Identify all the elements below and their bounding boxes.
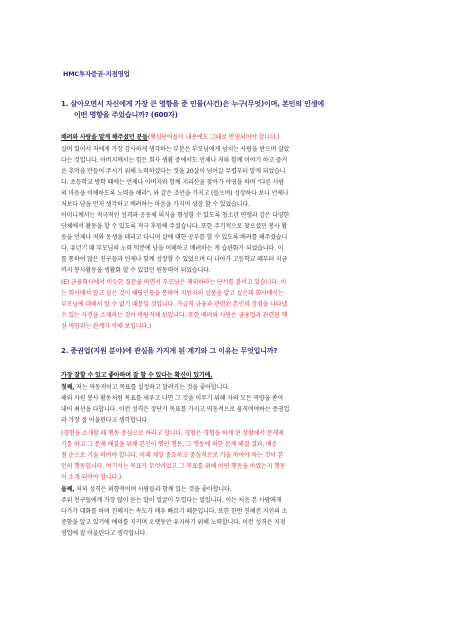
editor-note-line: 점 순으로 기술 하여야 합니다. 이때 제일 중요하고 중심적으로 기술 하여야 하는 것이 본: [61, 452, 284, 459]
body-line: 다. 유년기 때 부모님의 노력 덕분에 남을 이해하고 배려하는 게 습관화가 되었습니다. 이: [61, 245, 284, 252]
editor-note-line: 수 있는 사건을 소재하는 것이 바람직해 보입니다. 또한 배려와 사랑은 금융업과 관련된 핵: [61, 312, 288, 319]
body-line: 중함을 알고 있기에 예의를 지키며 오랫동안 유지하기 위해 노력합니다. 이런 성격은 지점: [61, 519, 286, 526]
question-2: 2. 증권업(지원 분야)에 관심을 가지게 된 계기와 그 이유는 무엇입니까?: [61, 347, 278, 355]
editor-note-line: 심 역량과는 관계가 약해 보입니다.): [61, 323, 152, 330]
editor-note-line: 이 소개 되어야 합니다.): [61, 474, 122, 481]
body-line: 의 마음을 이해하도록 노력을 해라", 와 같은 조언을 가지고 (들으며) 성장하다 보니 언제나: [61, 190, 289, 197]
editor-note-line: 기를 하고 그 문제 해결을 위해 본인이 했던 행동, 그 행동에 의한 문제 해결 결과, 배운: [61, 441, 278, 448]
editor-note-line: 인의 행동입니다. 여기서는 목표가 무엇이었고 그 목표를 위해 어떤 행동을 하였는지 행동: [61, 463, 286, 470]
company-title: HMC투자증권-지점영업: [63, 70, 130, 78]
body-line: 어머니께서는 적극적인 성격과 공동체 의식을 형성할 수 있도록 청소년 연맹과 같은 다양한: [61, 212, 290, 219]
body-line: 다는 것입니다. 아버지께서는 힘든 회사 생활 중에서도 언제나 저와 함께 이야기 하고 즐거: [61, 157, 288, 164]
body-line: 저보다 남을 먼저 생각하고 배려하는 마음을 가지며 성장 할 수 있었습니다.: [61, 201, 250, 208]
editor-note-line: (경험을 소개할 때 행동 중심으로 하라고 합니다. 경험은 경험을 하게 된 상황에서 문제제: [61, 430, 284, 437]
editor-note-line: 는 회사에서 알고 싶은 것이 해당인물을 통하여 지원자의 성품을 알고 싶은데 회사에서는: [61, 290, 284, 297]
body-line: [61, 384, 230, 392]
line-text: 저의 성격은 외향적이며 사람들과 함께 있는 것을 좋아합니다.: [74, 486, 232, 493]
body-line: 해외 자원 봉사 활동처럼 목표를 세우고 나면 그 것을 이루기 위해 자의 모든 역량을 쏟아: [61, 395, 284, 402]
editor-note-line: (E) 금융회사에서 비슷한 질문을 하면서 부모님은 제외하라는 단서를 붙이고 있습니다. 이: [61, 279, 286, 286]
question-1-line-1: 1. 살아오면서 자신에게 가장 큰 영향을 준 인물(사건)은 누구(무엇)이며, 본인의 인생에: [61, 100, 325, 108]
body-line: 까지 봉사활동을 생활화 할 수 있었던 원동력이 되었습니다.: [61, 267, 211, 274]
line-lead: 둘째,: [61, 486, 75, 493]
body-line: [61, 486, 231, 494]
body-line: 동을 언제나 저와 동생을 데리고 다니며 살에 대한 공부를 할 수 있도록 배려를 해주셨습니: [61, 234, 288, 241]
body-line: 단체에서 활동을 할 수 있도록 적극 후원해 주셨습니다. 또한 주기적으로 찾으셨던 봉사 활: [61, 223, 288, 230]
body-line: 운 추억을 만들어 주시기 위해 노력하셨다는 것을 20살이 넘어갈 무렵부터 알게 되었습니: [61, 168, 286, 175]
body-line: 내어 최선을 다합니다. 이런 성격은 장단기 목표를 가지고 역동적으로 움직여야하는 증권업: [61, 406, 290, 413]
section-2-heading: 가장 잘할 수 있고 좋아하며 잘 할 수 있다는 확신이 있기에.: [61, 372, 213, 379]
section-1-heading-note: (핵심단어들이 내용에도 그대로 반영되어야 합니다.): [147, 134, 280, 141]
question-1-line-2: 이떤 영향을 주었습니까? (600자): [74, 111, 178, 119]
body-line: 를 통하여 많은 친구들과 언제나 함께 성장할 수 있었으며 더 나아가 고등학교 때부터 지금: [61, 256, 288, 263]
body-line: 살며 있어서 저에게 가장 감사하게 생각하는 부분은 부모님에게 넘치는 사랑을 받으며 살았: [61, 146, 290, 153]
body-line: 다가가 대화를 하며 친해지는 속도가 매우 빠르기 때문입니다. 또한 한번 친해진 지인의 소: [61, 508, 288, 515]
body-line: 다. 초등학교 방학 때에는 언제나 아버지와 함께 지리산을 찾아가 야영을 하며 "다른 사람: [61, 179, 285, 186]
line-lead: 첫째,: [61, 384, 75, 391]
section-1-heading: 배려와 사랑을 알게 해주셨던 분들: [61, 134, 148, 141]
editor-note-line: 부모님에 대해서 알 수 없기 때문일 것입니다. 가급적 금융과 관련된 본인의 장점을 나타낼: [61, 301, 288, 308]
body-line: 과 가장 잘 어울린다고 생각합니다.: [61, 417, 149, 424]
body-line: 영업에 잘 어울린다고 생각합니다.: [61, 530, 148, 537]
body-line: 주위 친구들에게 가장 많이 듣는 말이 얼굴이 두껍다는 말입니다. 이는 처음 본 사람에게: [61, 497, 282, 504]
line-text: 저는 역동적이고 목표를 설정하고 달려가는 것을 좋아합니다.: [74, 384, 230, 391]
section-1-heading-row: [61, 134, 280, 142]
